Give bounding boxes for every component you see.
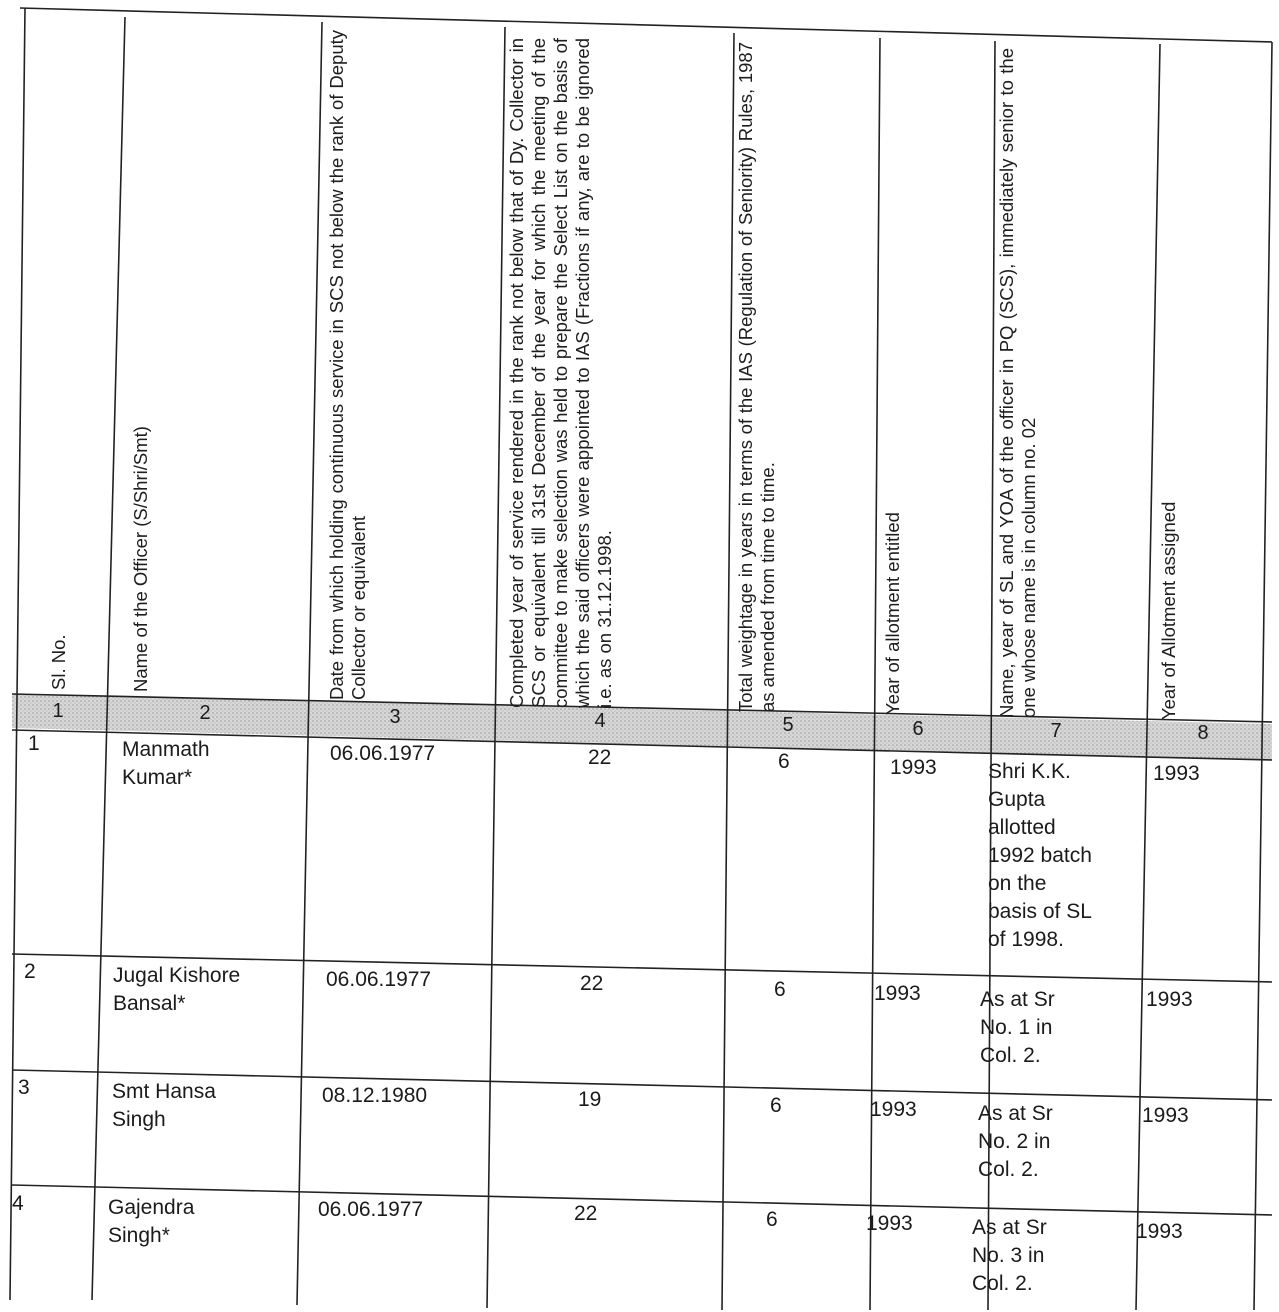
row-completed-years: 22 xyxy=(588,746,612,769)
row-senior-officer: As at Sr No. 3 in Col. 2. xyxy=(972,1216,1047,1295)
col-number-2: 2 xyxy=(199,702,211,724)
row-year-entitled: 1993 xyxy=(890,756,937,779)
header-year-entitled: Year of allotment entitled xyxy=(882,512,903,715)
col-number-4: 4 xyxy=(594,710,606,732)
row-service-date: 06.06.1977 xyxy=(318,1198,424,1221)
row-officer-name: Gajendra Singh* xyxy=(108,1196,195,1247)
row-year-entitled: 1993 xyxy=(870,1098,917,1121)
header-officer-name: Name of the Officer (S/Shri/Smt) xyxy=(130,426,151,692)
col-number-3: 3 xyxy=(389,706,401,728)
col-number-6: 6 xyxy=(912,718,924,740)
header-senior-officer: Name, year of SL and YOA of the officer in PQ (SCS), immediately senior to the one whose name is in column no. 02 xyxy=(996,48,1039,718)
col-number-7: 7 xyxy=(1050,720,1062,742)
row-service-date: 08.12.1980 xyxy=(322,1084,428,1107)
row-year-entitled: 1993 xyxy=(874,982,921,1005)
row-completed-years: 22 xyxy=(580,972,604,995)
header-year-assigned: Year of Allotment assigned xyxy=(1158,501,1179,720)
row-officer-name: Smt Hansa Singh xyxy=(112,1080,216,1131)
row-weightage: 6 xyxy=(774,978,786,1001)
row-year-assigned: 1993 xyxy=(1142,1104,1189,1127)
header-service-date: Date from which holding continuous service in SCS not below the rank of Deputy Collector or equivalent xyxy=(326,30,369,700)
row-senior-officer: As at Sr No. 2 in Col. 2. xyxy=(978,1102,1053,1181)
header-completed-years: Completed year of service rendered in the rank not below that of Dy. Collector in SCS or equivalent till 31st December of the year for which the meeting of the committee to make selection was held to prepare the Select List on the basis of which the said officers were appointed to IAS (Fractions if any, are to be ignored i.e. as on 31.12.1998. xyxy=(506,38,615,708)
col-number-8: 8 xyxy=(1197,722,1209,744)
row-completed-years: 19 xyxy=(578,1088,602,1111)
row-sl: 1 xyxy=(28,732,40,755)
row-service-date: 06.06.1977 xyxy=(330,742,436,765)
col-number-5: 5 xyxy=(782,714,794,736)
header-sl-no: Sl. No. xyxy=(48,634,69,690)
row-officer-name: Jugal Kishore Bansal* xyxy=(113,964,241,1015)
row-sl: 2 xyxy=(24,960,36,983)
row-officer-name: Manmath Kumar* xyxy=(122,738,210,789)
row-senior-officer: As at Sr No. 1 in Col. 2. xyxy=(980,988,1055,1067)
row-weightage: 6 xyxy=(778,750,790,773)
header-total-weightage: Total weightage in years in terms of the IAS (Regulation of Seniority) Rules, 1987 as amended from time to time. xyxy=(735,42,778,712)
row-year-assigned: 1993 xyxy=(1153,762,1200,785)
col-number-1: 1 xyxy=(52,700,64,722)
row-senior-officer: Shri K.K. Gupta allotted 1992 batch on the basis of SL of 1998. xyxy=(988,760,1092,951)
row-weightage: 6 xyxy=(770,1094,782,1117)
row-service-date: 06.06.1977 xyxy=(326,968,432,991)
row-completed-years: 22 xyxy=(574,1202,598,1225)
row-weightage: 6 xyxy=(766,1208,778,1231)
row-sl: 3 xyxy=(18,1076,30,1099)
row-sl: 4 xyxy=(12,1192,24,1215)
row-year-entitled: 1993 xyxy=(866,1212,913,1235)
row-year-assigned: 1993 xyxy=(1136,1220,1183,1243)
row-year-assigned: 1993 xyxy=(1146,988,1193,1011)
